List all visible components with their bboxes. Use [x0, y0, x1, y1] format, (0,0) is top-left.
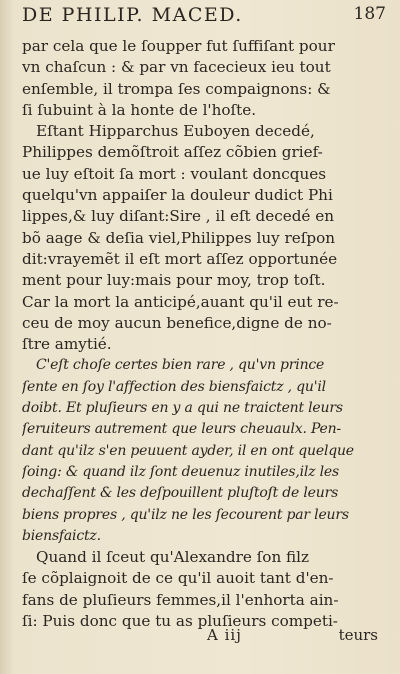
text-line: ment pour luy:mais pour moy, trop toſt. — [22, 271, 326, 290]
text-line: ſtre amytié. — [22, 335, 112, 354]
text-line: ſe cõplaignoit de ce qu'il auoit tant d'en- — [22, 569, 334, 588]
commentary-line: biensfaictz. — [22, 527, 101, 544]
text-line: dit:vrayemẽt il eſt mort aſſez opportunée — [22, 249, 338, 268]
text-line: Car la mort la anticipé,auant qu'il eut re- — [22, 292, 339, 311]
commentary-line: dant qu'ilz s'en peuuent ayder, il en ont quelque — [22, 442, 354, 459]
text-line: par cela que le ſoupper fut ſuffiſant pour — [22, 37, 335, 55]
text-line: ſi: Puis donc que tu as pluſieurs competi- — [22, 612, 338, 631]
commentary-line: doibt. Et pluſieurs en y a qui ne traictent leurs — [22, 400, 343, 417]
page-body — [22, 36, 378, 632]
text-line: Philippes demõſtroit aſſez cõbien grief- — [22, 143, 323, 162]
running-head: DE PHILIP. MACED. — [22, 4, 243, 26]
text-line: vn chaſcun : & par vn facecieux ieu tout — [22, 58, 331, 77]
commentary-line: ſoing: & quand ilz ſont deuenuz inutiles,ilz les — [22, 463, 339, 480]
page-number: 187 — [353, 4, 386, 24]
text-line: ſi ſubuint à la honte de l'hoſte. — [22, 100, 257, 119]
page-header — [22, 4, 386, 36]
catchword: teurs — [338, 626, 378, 644]
commentary-line: ſente en ſoy l'affection des biensfaictz , qu'il — [22, 378, 326, 395]
commentary-line: C'eſt choſe certes bien rare , qu'vn prince — [36, 357, 325, 374]
paragraph-start-line: Quand il ſceut qu'Alexandre ſon filz — [36, 548, 310, 567]
commentary-line: biens propres , qu'ilz ne les ſecourent par leurs — [22, 506, 349, 523]
text-line: bõ aage & deſia viel,Philippes luy reſpon — [22, 228, 336, 247]
signature-mark: A iij — [207, 626, 242, 644]
text-line: fans de pluſieurs femmes,il l'enhorta ain- — [22, 590, 339, 609]
commentary-line: ſeruiteurs autrement que leurs cheuaulx. Pen- — [22, 421, 341, 438]
text-line: lippes,& luy diſant:Sire , il eſt decedé en — [22, 207, 335, 226]
page-footer — [22, 626, 378, 650]
text-line: ue luy eſtoit ſa mort : voulant doncques — [22, 164, 327, 183]
paragraph-start-line: Eſtant Hipparchus Euboyen decedé, — [36, 122, 315, 141]
commentary-line: dechaſſent & les deſpouillent pluſtoſt de leurs — [22, 485, 339, 502]
text-line: quelqu'vn appaiſer la douleur dudict Phi — [22, 186, 333, 205]
text-line: ceu de moy aucun benefice,digne de no- — [22, 313, 332, 332]
text-line: enſemble, il trompa ſes compaignons: & — [22, 79, 331, 98]
